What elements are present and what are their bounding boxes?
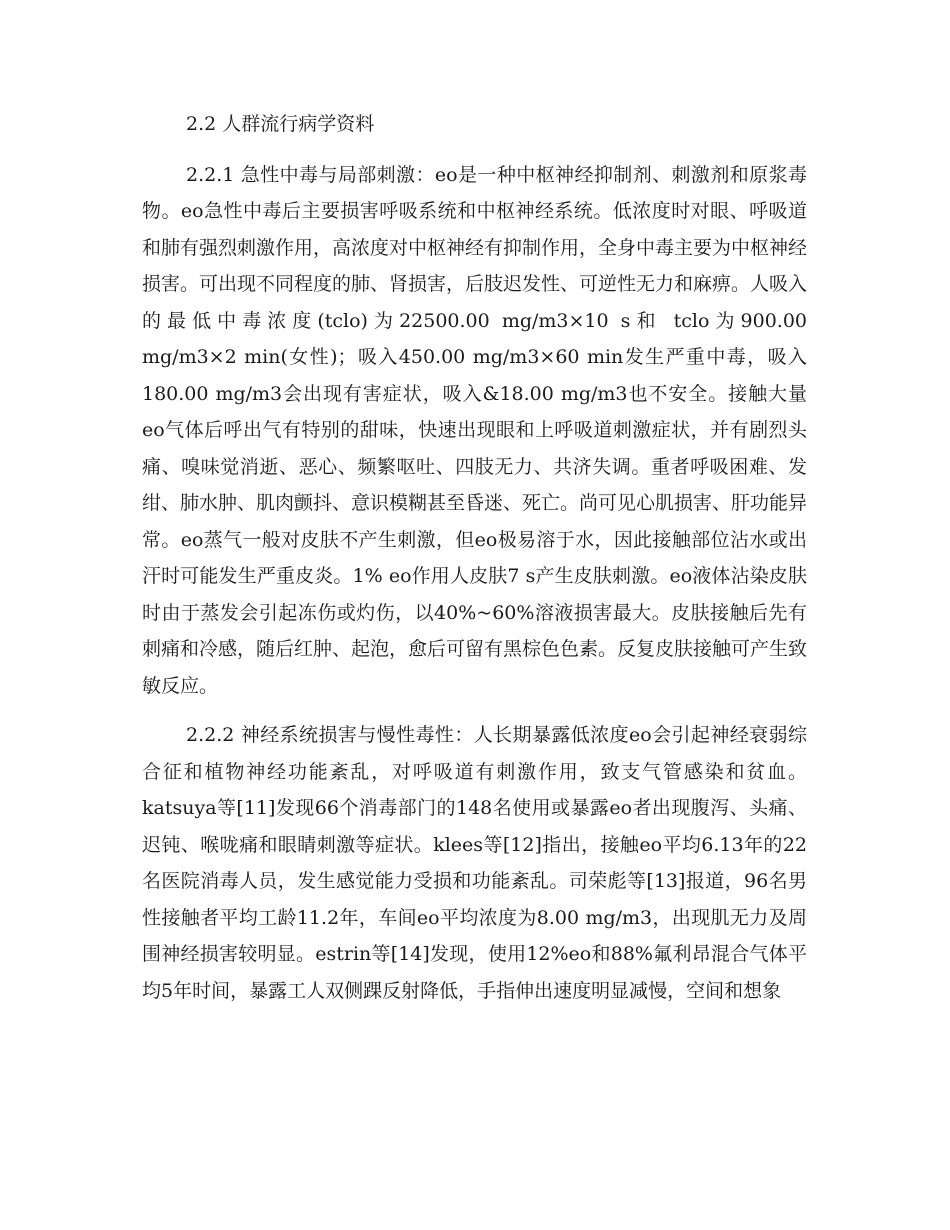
section-heading: 2.2 人群流行病学资料: [186, 113, 375, 135]
document-body: [142, 106, 807, 1009]
paragraph-chronic-toxicity: 2.2.2 神经系统损害与慢性毒性：人长期暴露低浓度eo会引起神经衰弱综合征和植物神经功能紊乱，对呼吸道有刺激作用，致支气管感染和贫血。katsuya等[11]发现66个消毒部门的148名使用或暴露eo者出现腹泻、头痛、迟钝、喉咙痛和眼睛刺激等症状。klees等[12]指出，接触eo平均6.13年的22名医院消毒人员，发生感觉能力受损和功能紊乱。司荣彪等[13]报道，96名男性接触者平均工龄11.2年，车间eo平均浓度为8.00 mg/m3，出现肌无力及周围神经损害较明显。estrin等[14]发现，使用12%eo和88%氟利昂混合气体平均5年时间，暴露工人双侧踝反射降低，手指伸出速度明显减慢，空间和想象: [142, 724, 807, 1002]
paragraph-acute-poisoning: 2.2.1 急性中毒与局部刺激：eo是一种中枢神经抑制剂、刺激剂和原浆毒物。eo急性中毒后主要损害呼吸系统和中枢神经系统。低浓度时对眼、呼吸道和肺有强烈刺激作用，高浓度对中枢神经有抑制作用，全身中毒主要为中枢神经损害。可出现不同程度的肺、肾损害，后肢迟发性、可逆性无力和麻痹。人吸入的最低中毒浓度(tclo)为22500.00 mg/m3×10 s和 tclo为900.00 mg/m3×2 min(女性)；吸入450.00 mg/m3×60 min发生严重中毒，吸入180.00 mg/m3会出现有害症状，吸入&18.00 mg/m3也不安全。接触大量eo气体后呼出气有特别的甜味，快速出现眼和上呼吸道刺激症状，并有剧烈头痛、嗅味觉消逝、恶心、频繁呕吐、四肢无力、共济失调。重者呼吸困难、发绀、肺水肿、肌肉颤抖、意识模糊甚至昏迷、死亡。尚可见心肌损害、肝功能异常。eo蒸气一般对皮肤不产生刺激，但eo极易溶于水，因此接触部位沾水或出汗时可能发生严重皮炎。1% eo作用人皮肤7 s产生皮肤刺激。eo液体沾染皮肤时由于蒸发会引起冻伤或灼伤，以40%~60%溶液损害最大。皮肤接触后先有刺痛和冷感，随后红肿、起泡，愈后可留有黑棕色色素。反复皮肤接触可产生致敏反应。: [142, 163, 808, 697]
